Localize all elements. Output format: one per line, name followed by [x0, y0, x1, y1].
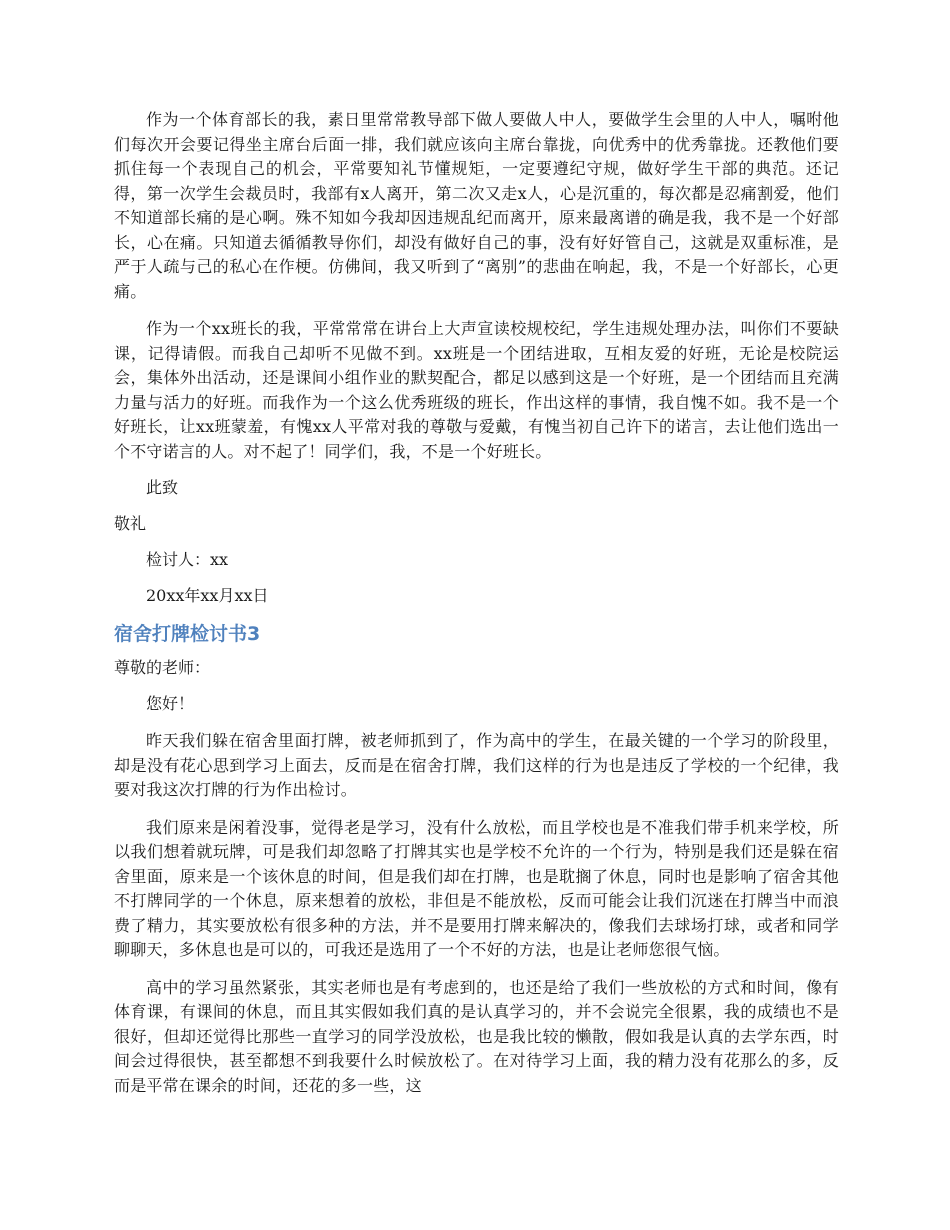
closing-cizhi: 此致 [146, 478, 179, 497]
document-page [114, 108, 839, 1111]
section-heading: 宿舍打牌检讨书3 [114, 623, 261, 645]
paragraph-class-monitor: 作为一个xx班长的我，平常常常在讲台上大声宣读校规校纪，学生违规处理办法，叫你们不要缺课，记得请假。而我自己却听不见做不到。xx班是一个团结进取，互相友爱的好班，无论是校院运会，集体外出活动，还是课间小组作业的默契配合，都足以感到这是一个好班，是一个团结而且充满力量与活力的好班。而我作为一个这么优秀班级的班长，作出这样的事情，我自愧不如。我不是一个好班长，让xx班蒙羞，有愧xx人平常对我的尊敬与爱戴，有愧当初自己许下的诺言，去让他们选出一个不守诺言的人。对不起了！同学们，我，不是一个好班长。 [114, 319, 839, 461]
closing-jingli: 敬礼 [114, 514, 147, 533]
paragraph-study-pressure: 高中的学习虽然紧张，其实老师也是有考虑到的，也还是给了我们一些放松的方式和时间，像有体育课，有课间的休息，而且其实假如我们真的是认真学习的，并不会说完全很累，我的成绩也不是很好，但却还觉得比那些一直学习的同学没放松，也是我比较的懒散，假如我是认真的去学东西，时间会过得很快，甚至都想不到我要什么时候放松了。在对待学习上面，我的精力没有花那么的多，反而是平常在课余的时间，还花的多一些，这 [114, 977, 839, 1095]
date-line: 20xx年xx月xx日 [146, 586, 269, 605]
signer-line: 检讨人：xx [146, 550, 229, 569]
paragraph-caught-playing: 昨天我们躲在宿舍里面打牌，被老师抓到了，作为高中的学生，在最关键的一个学习的阶段里，却是没有花心思到学习上面去，反而是在宿舍打牌，我们这样的行为也是违反了学校的一个纪律，我要对我这次打牌的行为作出检讨。 [114, 731, 839, 799]
paragraph-reasons: 我们原来是闲着没事，觉得老是学习，没有什么放松，而且学校也是不准我们带手机来学校，所以我们想着就玩牌，可是我们却忽略了打牌其实也是学校不允许的一个行为，特别是我们还是躲在宿舍里面，原来是一个该休息的时间，但是我们却在打牌，也是耽搁了休息，同时也是影响了宿舍其他不打牌同学的一个休息，原来想着的放松，非但是不能放松，反而可能会让我们沉迷在打牌当中而浪费了精力，其实要放松有很多种的方法，并不是要用打牌来解决的，像我们去球场打球，或者和同学聊聊天，多休息也是可以的，可我还是选用了一个不好的方法，也是让老师您很气恼。 [114, 817, 839, 959]
greeting-line: 您好！ [146, 694, 195, 713]
salutation-line: 尊敬的老师： [114, 658, 211, 677]
paragraph-sports-minister: 作为一个体育部长的我，素日里常常教导部下做人要做人中人，要做学生会里的人中人，嘱咐他们每次开会要记得坐主席台后面一排，我们就应该向主席台靠拢，向优秀中的优秀靠拢。还教他们要抓住每一个表现自己的机会，平常要知礼节懂规矩，一定要遵纪守规，做好学生干部的典范。还记得，第一次学生会裁员时，我部有x人离开，第二次又走x人，心是沉重的，每次都是忍痛割爱，他们不知道部长痛的是心啊。殊不知如今我却因违规乱纪而离开，原来最离谱的确是我，我不是一个好部长，心在痛。只知道去循循教导你们，却没有做好自己的事，没有好好管自己，这就是双重标准，是严于人疏与己的私心在作梗。仿佛间，我又听到了“离别”的悲曲在响起，我，不是一个好部长，心更痛。 [114, 110, 839, 301]
